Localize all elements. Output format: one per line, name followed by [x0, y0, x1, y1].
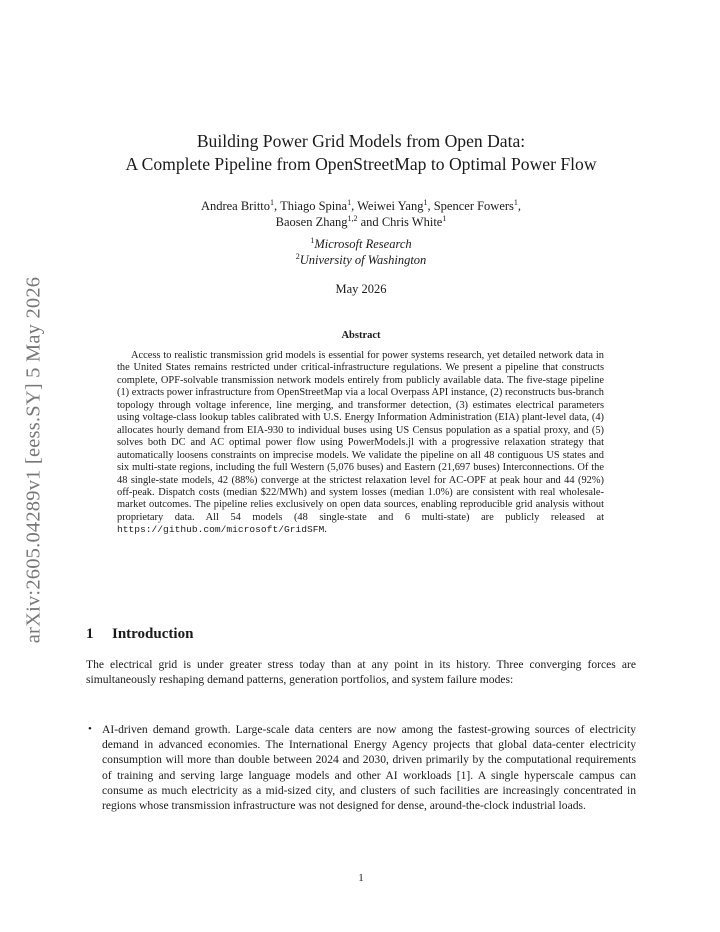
- affiliation: $^1$Microsoft Research: [310, 236, 412, 251]
- page-number: 1: [358, 872, 364, 884]
- paper-title: [86, 130, 636, 176]
- author-name: Thiago Spina: [280, 199, 348, 213]
- author-name: Spencer Fowers: [433, 199, 514, 213]
- list-item: [86, 722, 636, 813]
- author-name: Andrea Britto: [200, 199, 271, 213]
- bullet-list: [86, 722, 636, 813]
- author-affiliation-mark: 1: [347, 198, 352, 207]
- arxiv-identifier: arXiv:2605.04289v1 [eess.SY] 5 May 2026: [22, 276, 45, 644]
- author-line-2: Baosen Zhang$^{1,2}$ and Chris White$^1$: [275, 213, 447, 229]
- title-line-2: A Complete Pipeline from OpenStreetMap to Optimal Power Flow: [125, 154, 597, 174]
- repository-link[interactable]: https://github.com/microsoft/GridSFM: [117, 524, 325, 536]
- abstract-body: Access to realistic transmission grid models is essential for power systems research, yet detailed network data in the United States remains restricted under critical-infrastructure regulations. We present a pipeline that constructs complete, OPF-solvable transmission network models entirely from publicly available data. The five-stage pipeline (1) extracts power infrastructure from OpenStreetMap via a local Overpass API instance, (2) reconstructs bus-branch topology through voltage inference, line merging, and transformer detection, (3) estimates electrical parameters using voltage-class lookup tables calibrated with U.S. Energy Information Administration (EIA) plant-level data, (4) allocates hourly demand from EIA-930 to individual buses using US Census population as a spatial proxy, and (5) solves both DC and AC optimal power flow using PowerModels.jl with a progressive relaxation strategy that automatically loosens constraints on imprecise models. We validate the pipeline on all 48 contiguous US states and six multi-state regions, including the full Western (5,076 buses) and Eastern (21,697 buses) Interconnections. Of the 48 single-state models, 42 (88%) converge at the strictest relaxation level for AC-OPF at peak hour and 44 (92%) off-peak. Dispatch costs (median $22/MWh) and system losses (median 1.0%) are consistent with real wholesale-market outcomes. The pipeline relies exclusively on open data sources, enabling reproducible grid analysis without proprietary data. All 54 models (48 single-state and 6 multi-state) are publicly released at https://github.com/microsoft/GridSFM.: [117, 350, 604, 536]
- bullet-text: AI-driven demand growth. Large-scale data centers are now among the fastest-growing sources of electricity demand in advanced economies. The International Energy Agency projects that global data-center electricity consumption will more than double between 2024 and 2030, driven primarily by the computational requirements of training and serving large language models and other AI workloads [1]. A single hyperscale campus can consume as much electricity as a mid-sized city, and clusters of such facilities are increasingly concentrated in regions whose transmission infrastructure was not designed for dense, around-the-clock industrial loads.: [102, 723, 636, 813]
- bullet-marker: •: [88, 723, 92, 735]
- title-line-1: Building Power Grid Models from Open Data:: [196, 131, 526, 151]
- author-affiliation-mark: 1: [442, 213, 447, 223]
- author-name: Baosen Zhang: [275, 214, 348, 229]
- author-affiliation-mark: 1: [423, 198, 428, 207]
- author-list: [86, 199, 636, 230]
- affiliation-list: [86, 236, 636, 268]
- author-line-1: Andrea Britto$^1$, Thiago Spina$^1$, Weiwei Yang$^1$, Spencer Fowers$^1$,: [200, 198, 522, 213]
- author-affiliation-mark: 1: [270, 198, 275, 207]
- section-heading: [86, 626, 636, 643]
- author-affiliation-mark: 1,2: [347, 213, 358, 223]
- publication-date: May 2026: [335, 282, 387, 296]
- intro-paragraph: The electrical grid is under greater stress today than at any point in its history. Three converging forces are simultaneously reshaping demand patterns, generation portfolios, and system failure modes:: [86, 658, 636, 687]
- arxiv-sidebar-stamp: [22, 240, 46, 680]
- abstract-heading: Abstract: [341, 330, 381, 341]
- abstract-text: Access to realistic transmission grid models is essential for power systems research, yet detailed network data in the United States remains restricted under critical-infrastructure regulations. We present a pipeline that constructs complete, OPF-solvable transmission network models entirely from publicly available data. The five-stage pipeline (1) extracts power infrastructure from OpenStreetMap via a local Overpass API instance, (2) reconstructs bus-branch topology through voltage inference, line merging, and transformer detection, (3) estimates electrical parameters using voltage-class lookup tables calibrated with U.S. Energy Information Administration (EIA) plant-level data, (4) allocates hourly demand from EIA-930 to individual buses using US Census population as a spatial proxy, and (5) solves both DC and AC optimal power flow using PowerModels.jl with a progressive relaxation strategy that automatically loosens constraints on imprecise models. We validate the pipeline on all 48 contiguous US states and six multi-state regions, including the full Western (5,076 buses) and Eastern (21,697 buses) Interconnections. Of the 48 single-state models, 42 (88%) converge at the strictest relaxation level for AC-OPF at peak hour and 44 (92%) off-peak. Dispatch costs (median $22/MWh) and system losses (median 1.0%) are consistent with real wholesale-market outcomes. The pipeline relies exclusively on open data sources, enabling reproducible grid analysis without proprietary data. All 54 models (48 single-state and 6 multi-state) are publicly released at: [117, 350, 604, 523]
- author-name: Weiwei Yang: [357, 199, 424, 213]
- author-affiliation-mark: 1: [513, 198, 518, 207]
- section-title: Introduction: [112, 626, 194, 642]
- section-number: 1: [86, 626, 94, 642]
- affiliation: $^2$University of Washington: [295, 252, 427, 267]
- author-name: Chris White: [381, 214, 443, 229]
